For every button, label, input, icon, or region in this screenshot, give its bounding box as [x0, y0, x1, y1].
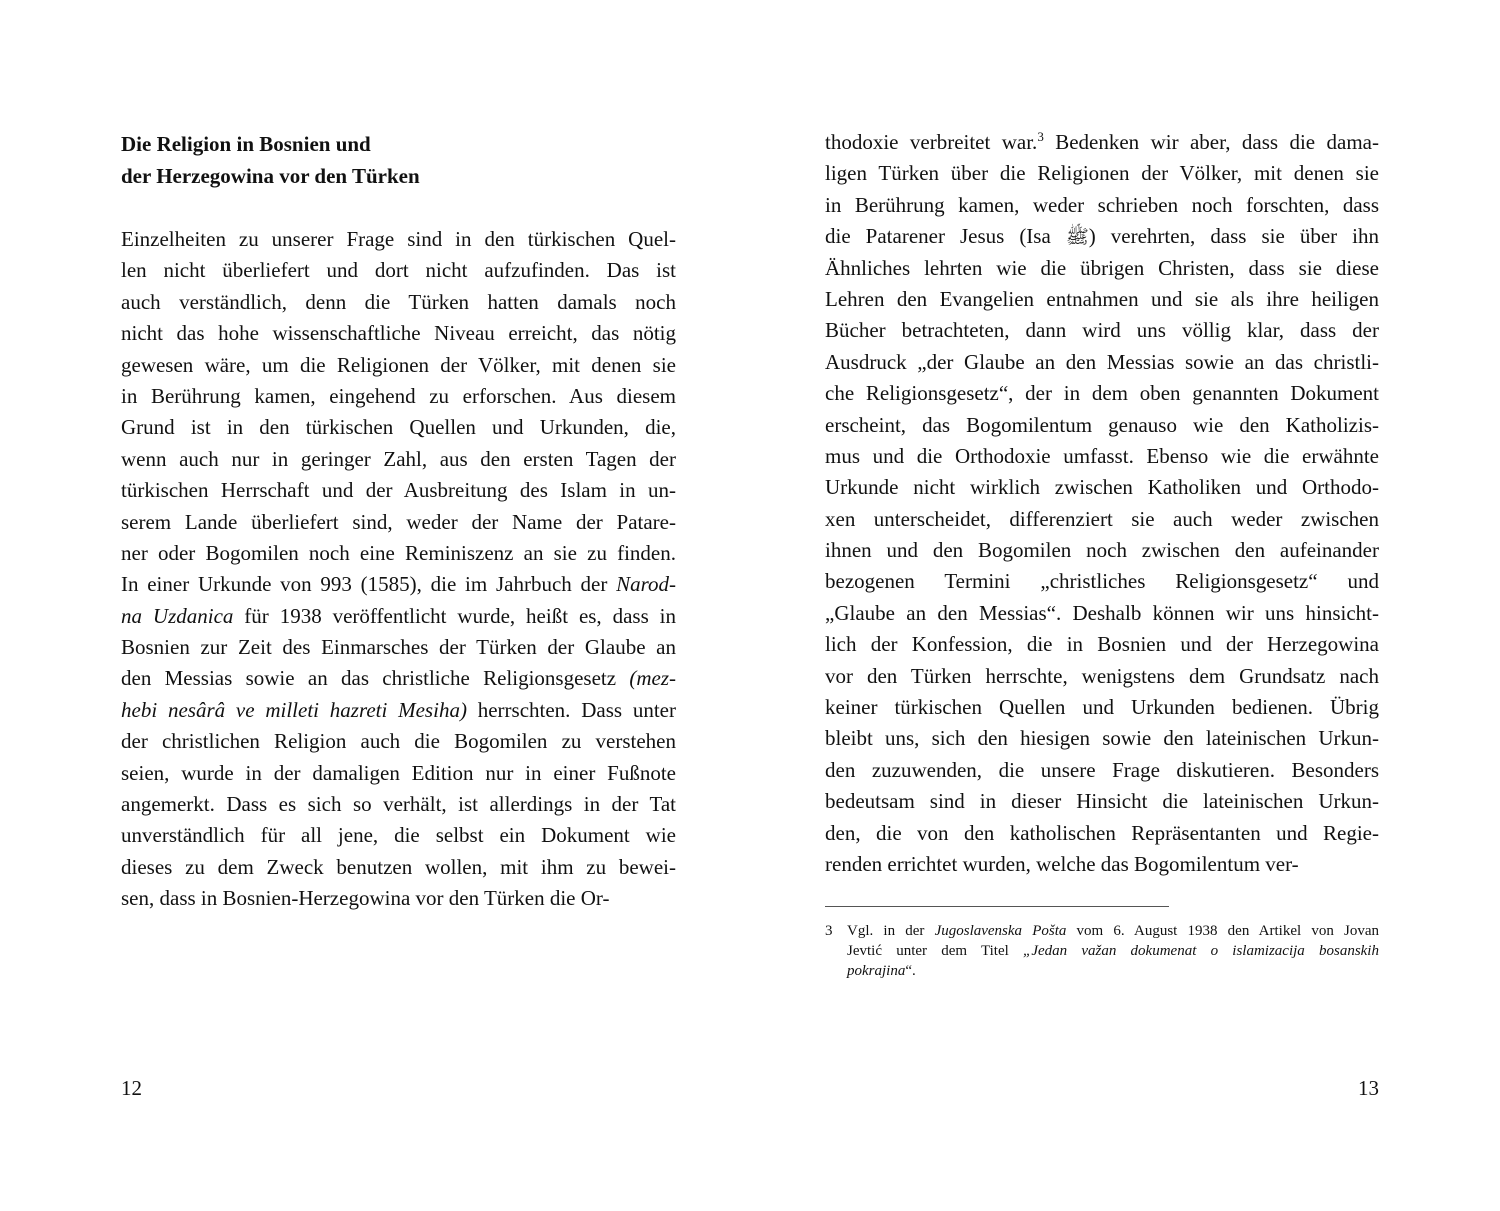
- right-page: [825, 0, 1379, 1211]
- italic-text: (mez-: [629, 666, 676, 691]
- footnote-line: pokrajina“.: [847, 963, 916, 979]
- text-line: die Patarener Jesus (Isa ﷺ) verehrten, dass sie über ihn: [825, 224, 1379, 249]
- text-line: len nicht überliefert und dort nicht aufzufinden. Das ist: [121, 258, 676, 283]
- text-line: unverständlich für all jene, die selbst ein Dokument wie: [121, 823, 676, 848]
- right-body-text: [825, 127, 1379, 880]
- footnote-line: Jevtić unter dem Titel „Jedan važan dokumenat o islamizacija bosanskih: [847, 943, 1379, 959]
- footnote-line: Vgl. in der Jugoslavenska Pošta vom 6. August 1938 den Artikel von Jovan: [847, 923, 1379, 939]
- text-line: che Religionsgesetz“, der in dem oben genannten Dokument: [825, 381, 1379, 406]
- text-line: vor den Türken herrschte, wenigstens dem Grundsatz nach: [825, 663, 1379, 688]
- text-line: Bücher betrachteten, dann wird uns völlig klar, dass der: [825, 318, 1379, 343]
- text-line: thodoxie verbreitet war.$^3$ Bedenken wir aber, dass die dama-: [825, 129, 1379, 154]
- text-line: sen, dass in Bosnien-Herzegowina vor den Türken die Or-: [121, 886, 610, 911]
- text-line: Lehren den Evangelien entnahmen und sie als ihre heiligen: [825, 286, 1379, 311]
- text-line: auch verständlich, denn die Türken hatten damals noch: [121, 289, 676, 314]
- text-line: türkischen Herrschaft und der Ausbreitung des Islam in un-: [121, 478, 676, 503]
- footnote-number: 3: [825, 923, 833, 939]
- text-line: der christlichen Religion auch die Bogomilen zu verstehen: [121, 729, 676, 754]
- text-line: Urkunde nicht wirklich zwischen Katholiken und Orthodo-: [825, 475, 1379, 500]
- italic-text: na Uzdanica: [121, 603, 234, 628]
- text-line: seien, wurde in der damaligen Edition nur in einer Fußnote: [121, 760, 676, 785]
- text-line: den zuzuwenden, die unsere Frage diskutieren. Besonders: [825, 757, 1379, 782]
- text-line: na Uzdanica für 1938 veröffentlicht wurde, heißt es, dass in: [121, 603, 676, 628]
- honorific-ligature: ﷺ: [1065, 227, 1089, 249]
- text-line: „Glaube an den Messias“. Deshalb können wir uns hinsicht-: [825, 600, 1379, 625]
- footnote-text: [847, 921, 1379, 981]
- text-line: den, die von den katholischen Repräsentanten und Regie-: [825, 820, 1379, 845]
- text-line: bedeutsam sind in dieser Hinsicht die lateinischen Urkun-: [825, 789, 1379, 814]
- text-line: in Berührung kamen, eingehend zu erforschen. Aus diesem: [121, 383, 676, 408]
- left-page: [121, 0, 676, 1211]
- page-number-left: 12: [121, 1076, 142, 1100]
- text-line: erscheint, das Bogomilentum genauso wie den Katholizis-: [825, 412, 1379, 437]
- footnote: [825, 921, 1379, 981]
- text-line: Ausdruck „der Glaube an den Messias sowie an das christli-: [825, 349, 1379, 374]
- italic-text: Narod-: [616, 572, 676, 597]
- italic-text: Jugoslavenska Pošta: [934, 923, 1067, 939]
- text-line: In einer Urkunde von 993 (1585), die im Jahrbuch der Narod-: [121, 572, 676, 597]
- text-line: wenn auch nur in geringer Zahl, aus den ersten Tagen der: [121, 446, 676, 471]
- text-line: keiner türkischen Quellen und Urkunden bedienen. Übrig: [825, 695, 1379, 720]
- text-line: bezogenen Termini „christliches Religionsgesetz“ und: [825, 569, 1379, 594]
- chapter-heading: [121, 128, 676, 192]
- heading-line: Die Religion in Bosnien und: [121, 132, 371, 156]
- text-line: gewesen wäre, um die Religionen der Völker, mit denen sie: [121, 352, 676, 377]
- heading-line: der Herzegowina vor den Türken: [121, 164, 420, 188]
- text-line: serem Lande überliefert sind, weder der Name der Patare-: [121, 509, 676, 534]
- text-line: xen unterscheidet, differenziert sie auch weder zwischen: [825, 506, 1379, 531]
- text-line: hebi nesârâ ve milleti hazreti Mesiha) herrschten. Dass unter: [121, 697, 676, 722]
- footnote-reference: 3: [1037, 129, 1044, 144]
- text-line: ligen Türken über die Religionen der Völker, mit denen sie: [825, 161, 1379, 186]
- text-line: ner oder Bogomilen noch eine Reminiszenz an sie zu finden.: [121, 540, 676, 565]
- text-line: Ähnliches lehrten wie die übrigen Christen, dass sie diese: [825, 255, 1379, 280]
- italic-text: pokrajina: [847, 963, 906, 979]
- italic-text: hebi nesârâ ve milleti hazreti Mesiha): [121, 697, 467, 722]
- text-line: Grund ist in den türkischen Quellen und Urkunden, die,: [121, 415, 676, 440]
- text-line: in Berührung kamen, weder schrieben noch forschten, dass: [825, 192, 1379, 217]
- text-line: nicht das hohe wissenschaftliche Niveau erreicht, das nötig: [121, 321, 676, 346]
- text-line: lich der Konfession, die in Bosnien und der Herzegowina: [825, 632, 1379, 657]
- page-number-right: 13: [1358, 1076, 1379, 1100]
- text-line: ihnen und den Bogomilen noch zwischen den aufeinander: [825, 538, 1379, 563]
- text-line: bleibt uns, sich den hiesigen sowie den lateinischen Urkun-: [825, 726, 1379, 751]
- text-line: dieses zu dem Zweck benutzen wollen, mit ihm zu bewei-: [121, 854, 676, 879]
- text-line: Einzelheiten zu unserer Frage sind in den türkischen Quel-: [121, 227, 676, 251]
- text-line: renden errichtet wurden, welche das Bogomilentum ver-: [825, 851, 1299, 876]
- text-line: mus und die Orthodoxie umfasst. Ebenso wie die erwähnte: [825, 443, 1379, 468]
- text-line: Bosnien zur Zeit des Einmarsches der Türken der Glaube an: [121, 635, 676, 660]
- footnote-divider: [825, 906, 1169, 907]
- italic-text: „Jedan važan dokumenat o islamizacija bosanskih: [1022, 943, 1379, 959]
- text-line: angemerkt. Dass es sich so verhält, ist allerdings in der Tat: [121, 792, 676, 817]
- text-line: den Messias sowie an das christliche Religionsgesetz (mez-: [121, 666, 676, 691]
- left-body-text: [121, 224, 676, 915]
